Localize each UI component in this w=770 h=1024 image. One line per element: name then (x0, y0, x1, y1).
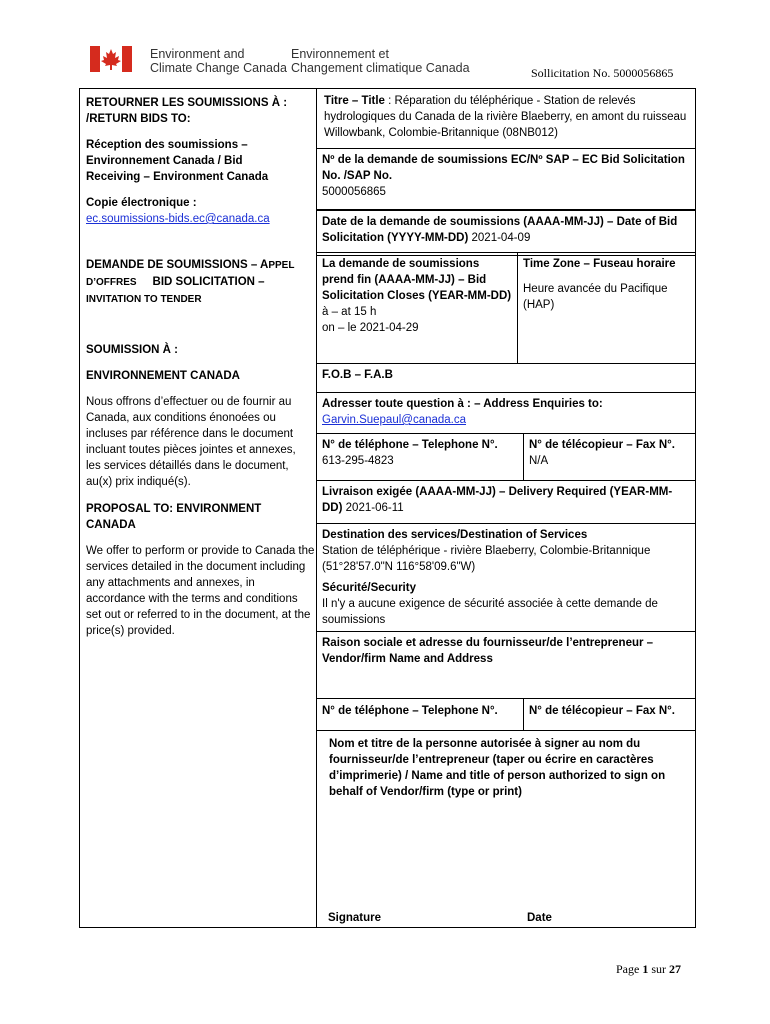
return-bids-heading: RETOURNER LES SOUMISSIONS À : /RETURN BIDS TO: (86, 97, 288, 125)
bid-solicitation-heading: DEMANDE DE SOUMISSIONS – APPEL D’OFFRES BID SOLICITATION – INVITATION TO TENDER (86, 259, 295, 305)
page-number: Page 1 sur 27 (616, 962, 681, 976)
closing-date-block: La demande de soumissions prend fin (AAAA-MM-JJ) – Bid Solicitation Closes (YEAR-MM-DD) à – at 15 h on – le 2021-04-29 (316, 252, 518, 364)
canada-flag-icon (90, 46, 132, 72)
vendor-name-block: Raison sociale et adresse du fournisseur/de l’entrepreneur – Vendor/firm Name and Address (316, 631, 696, 699)
enquiries-email-link[interactable]: Garvin.Suepaul@canada.ca (322, 414, 467, 426)
solicitation-date-block: Date de la demande de soumissions (AAAA-MM-JJ) – Date of Bid Solicitation (YYYY-MM-DD) 2021-04-09 (316, 210, 696, 256)
offer-text-fr: Nous offrons d’effectuer ou de fournir au Canada, aux conditions énonoées ou incluses par référence dans le document incluant toutes pièces jointes et annexes, les services détaillés dans le document, au(x) prix indiqué(s). (86, 396, 296, 488)
bids-email-link[interactable]: ec.soumissions-bids.ec@canada.ca (86, 213, 270, 225)
department-name-en: Environment and Climate Change Canada (150, 47, 287, 75)
vendor-fax-block: N° de télécopieur – Fax N°. (523, 698, 696, 731)
authorized-person-block: Nom et titre de la personne autorisée à signer au nom du fournisseur/de l’entrepreneur (taper ou écrire en caractères d’imprimerie) / Name and title of person authorized to sign on behalf of Vendor/firm (type or print) (316, 730, 696, 928)
fax-block: N° de télécopieur – Fax N°. N/A (523, 433, 696, 481)
environment-canada-label: ENVIRONNEMENT CANADA (86, 370, 240, 382)
proposal-heading: PROPOSAL TO: ENVIRONMENT CANADA (86, 503, 262, 531)
electronic-copy-label: Copie électronique : (86, 197, 197, 209)
bid-receiving: Réception des soumissions – Environnement Canada / Bid Receiving – Environment Canada (86, 139, 269, 183)
offer-text-en: We offer to perform or provide to Canada the services detailed in the document including any attachments and annexes, in accordance with the terms and conditions set out or referred to in the document, at the price(s) provided. (86, 545, 315, 637)
signature-label: Signature (328, 912, 382, 924)
delivery-required-block: Livraison exigée (AAAA-MM-JJ) – Delivery Required (YEAR-MM-DD) 2021-06-11 (316, 480, 696, 524)
security-block: Sécurité/Security Il n'y a aucune exigence de sécurité associée à cette demande de soumissions (322, 582, 658, 626)
title-block: Titre – Title : Réparation du téléphérique - Station de relevés hydrologiques du Canada de la rivière Blaeberry, en amont du ruisseau Willowbank, Colombie-Britannique (08NB012) (324, 95, 687, 139)
vendor-telephone-block: N° de téléphone – Telephone N°. (316, 698, 524, 731)
solicitation-no-block: Nº de la demande de soumissions EC/Nº SAP – EC Bid Solicitation No. /SAP No. 5000056865 (316, 148, 696, 210)
time-zone-block: Time Zone – Fuseau horaire Heure avancée du Pacifique (HAP) (517, 252, 696, 364)
enquiries-block: Adresser toute question à : – Address Enquiries to: Garvin.Suepaul@canada.ca (316, 392, 696, 434)
fob-block: F.O.B – F.A.B (316, 363, 696, 393)
date-label: Date (527, 912, 552, 924)
department-name-fr: Environnement et Changement climatique Canada (291, 47, 470, 75)
telephone-block: N° de téléphone – Telephone N°. 613-295-4823 (316, 433, 524, 481)
solicitation-number: Sollicitation No. 5000056865 (531, 66, 674, 80)
destination-block: Destination des services/Destination of Services Station de téléphérique - rivière Blaeberry, Colombie-Britannique (51°28'57.0"N 116°58'09.6"W) (322, 529, 651, 573)
submission-to-label: SOUMISSION À : (86, 344, 179, 356)
